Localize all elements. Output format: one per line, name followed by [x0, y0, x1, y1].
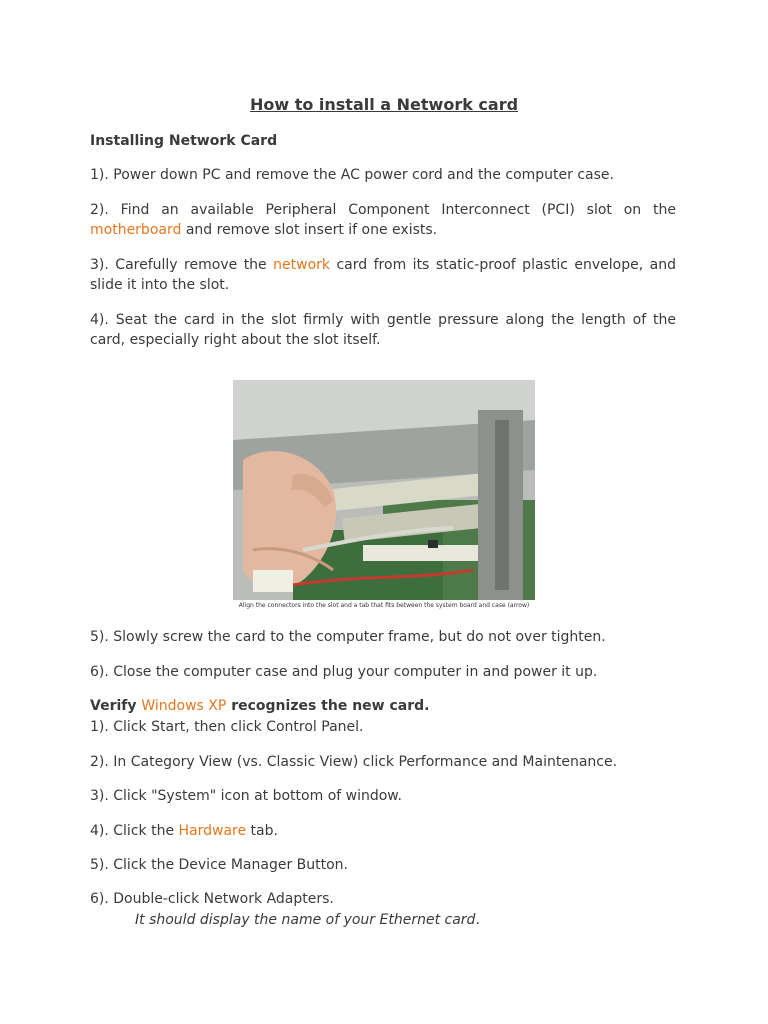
step-text: 4). Seat the card in the slot firmly with gentle pressure along the length of the card, especially right about the slot itself. [90, 312, 676, 348]
section-heading-installing: Installing Network Card [90, 133, 278, 149]
hardware-link[interactable]: Hardware [178, 823, 247, 839]
verify-step-3 [90, 786, 676, 806]
ethernet-note [90, 910, 721, 930]
verify-step-6 [90, 889, 676, 909]
step-text: 2). Find an available Peripheral Component Interconnect (PCI) slot on the [90, 202, 676, 218]
step-text-end: tab. [246, 823, 278, 839]
verify-step-2 [90, 752, 676, 772]
install-step-2 [90, 200, 676, 240]
step-text: 5). Click the Device Manager Button. [90, 857, 348, 873]
step-text: 4). Click the [90, 823, 179, 839]
network-card-photo [233, 380, 535, 600]
install-step-3 [90, 255, 676, 295]
install-step-4 [90, 310, 676, 350]
note-period: . [475, 912, 480, 928]
verify-text: Verify [90, 698, 142, 714]
verify-text-end: recognizes the new card. [226, 698, 430, 714]
network-link[interactable]: network [273, 257, 330, 273]
step-text: 6). Double-click Network Adapters. [90, 891, 334, 907]
step-text: 1). Power down PC and remove the AC power cord and the computer case. [90, 167, 614, 183]
photo-caption: Align the connectors into the slot and a tab that fits between the system board and case (arrow) [238, 602, 530, 609]
step-text-end: card from its static-proof plastic envelope, and slide it into the slot. [90, 257, 676, 293]
verify-step-1 [90, 717, 676, 737]
section-heading-verify [90, 696, 676, 716]
step-text: 3). Click "System" icon at bottom of window. [90, 788, 402, 804]
step-text: 2). In Category View (vs. Classic View) click Performance and Maintenance. [90, 754, 618, 770]
install-step-6: 6). Close the computer case and plug your computer in and power it up. [90, 664, 598, 680]
motherboard-link[interactable]: motherboard [90, 222, 182, 238]
page-title: How to install a Network card [249, 95, 519, 114]
note-text: It should display the name of your Ethernet card [135, 912, 476, 928]
install-step-1 [90, 165, 676, 185]
windows-xp-link[interactable]: Windows XP [141, 698, 227, 714]
step-text: 1). Click Start, then click Control Panel. [90, 719, 364, 735]
step-text-end: and remove slot insert if one exists. [181, 222, 438, 238]
verify-step-4 [90, 821, 676, 841]
install-step-5: 5). Slowly screw the card to the computer frame, but do not over tighten. [90, 629, 606, 645]
step-text: 3). Carefully remove the [90, 257, 274, 273]
verify-step-5 [90, 855, 676, 875]
